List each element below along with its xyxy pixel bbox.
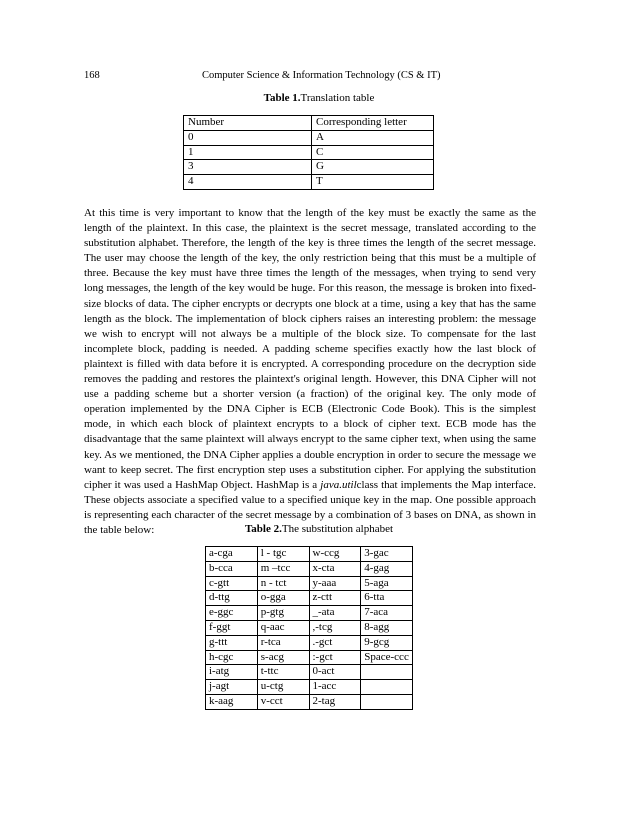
column-header: Number bbox=[184, 116, 312, 131]
table-cell: n - tct bbox=[257, 576, 309, 591]
table-cell: k-aag bbox=[206, 694, 258, 709]
table-cell: y-aaa bbox=[309, 576, 361, 591]
table-cell: 6-tta bbox=[361, 591, 413, 606]
table-row bbox=[206, 665, 413, 680]
table2-title: The substitution alphabet bbox=[281, 523, 394, 535]
table-row bbox=[184, 130, 434, 145]
table-row bbox=[206, 591, 413, 606]
table-cell: z-ctt bbox=[309, 591, 361, 606]
table-row bbox=[206, 680, 413, 695]
table2-label: Table 2. bbox=[244, 523, 282, 535]
table2-caption bbox=[0, 523, 638, 535]
table-cell: x-cta bbox=[309, 561, 361, 576]
table-cell: h-cgc bbox=[206, 650, 258, 665]
table-cell: T bbox=[312, 175, 434, 190]
table-cell: :-gct bbox=[309, 650, 361, 665]
table-cell: o-gga bbox=[257, 591, 309, 606]
table-cell: 4 bbox=[184, 175, 312, 190]
table-cell: 0 bbox=[184, 130, 312, 145]
table-cell: p-gtg bbox=[257, 606, 309, 621]
substitution-table bbox=[205, 546, 413, 710]
table-cell: i-atg bbox=[206, 665, 258, 680]
table-header-row bbox=[184, 116, 434, 131]
table-cell: q-aac bbox=[257, 620, 309, 635]
table-cell: .-gct bbox=[309, 635, 361, 650]
table-cell: l - tgc bbox=[257, 547, 309, 562]
table-cell: 1 bbox=[184, 145, 312, 160]
table-cell: e-ggc bbox=[206, 606, 258, 621]
table-cell: 5-aga bbox=[361, 576, 413, 591]
table-row bbox=[184, 175, 434, 190]
table-cell: c-gtt bbox=[206, 576, 258, 591]
table-row bbox=[206, 694, 413, 709]
paragraph-italic: java.util bbox=[320, 478, 357, 491]
table-cell: a-cga bbox=[206, 547, 258, 562]
page-number: 168 bbox=[84, 70, 100, 81]
table-cell: g-ttt bbox=[206, 635, 258, 650]
table-row bbox=[206, 635, 413, 650]
table-cell: 3 bbox=[184, 160, 312, 175]
table-cell: G bbox=[312, 160, 434, 175]
table-cell: 1-acc bbox=[309, 680, 361, 695]
table-cell: j-agt bbox=[206, 680, 258, 695]
table1-caption bbox=[0, 92, 638, 104]
table-cell: w-ccg bbox=[309, 547, 361, 562]
table-row bbox=[206, 606, 413, 621]
column-header: Corresponding letter bbox=[312, 116, 434, 131]
table-cell: t-ttc bbox=[257, 665, 309, 680]
table-cell: ,-tcg bbox=[309, 620, 361, 635]
table-cell: u-ctg bbox=[257, 680, 309, 695]
table-cell: C bbox=[312, 145, 434, 160]
table1-label: Table 1. bbox=[263, 92, 301, 104]
table-cell: f-ggt bbox=[206, 620, 258, 635]
table-row bbox=[206, 576, 413, 591]
table-cell: 0-act bbox=[309, 665, 361, 680]
table-cell bbox=[361, 680, 413, 695]
table-cell: A bbox=[312, 130, 434, 145]
table-row bbox=[184, 145, 434, 160]
paragraph-text-continued: class that implements the Map interface. These objects associate a specified value to a specified unique key in the map. One possible approach is representing each character of the secret message by a combination of 3 bases on DNA, as shown in the table below: bbox=[84, 478, 536, 536]
table-row bbox=[184, 160, 434, 175]
table-cell bbox=[361, 665, 413, 680]
table-row bbox=[206, 561, 413, 576]
paragraph-text: At this time is very important to know that the length of the key must be exactly the same as the length of the plaintext. In this case, the plaintext is the secret message, translated according to the substitution alphabet. Therefore, the length of the key is three times the length of the secret message. The user may choose the length of the key, the only restriction being that this must be a multiple of three. Because the key must have three times the length of the messages, when trying to send very long messages, the length of the key would be huge. For this reason, the message is broken into fixed-size blocks of data. The cipher encrypts or decrypts one block at a time, using a key that has the same length as the block. The implementation of block ciphers raises an interesting problem: the message we wish to encrypt will not always be a multiple of the block size. To compensate for the last incomplete block, padding is needed. A padding scheme specifies exactly how the last block of plaintext is filled with data before it is encrypted. A corresponding procedure on the decryption side removes the padding and restores the plaintext's original length. However, this DNA Cipher will not use a padding scheme but a shorter version (a fraction) of the original key. The only mode of operation implemented by the DNA Cipher is ECB (Electronic Code Book). This is the simplest mode, in which each block of plaintext encrypts to a block of cipher text. ECB mode has the disadvantage that the same plaintext will always encrypt to the same cipher text, when using the same key. As we mentioned, the DNA Cipher applies a double encryption in order to secure the message we want to keep secret. The first encryption step uses a substitution cipher. For applying the substitution cipher it was used a HashMap Object. HashMap is a bbox=[84, 207, 536, 491]
table-cell: v-cct bbox=[257, 694, 309, 709]
translation-table bbox=[183, 115, 434, 190]
table-cell: 7-aca bbox=[361, 606, 413, 621]
table-cell: 9-gcg bbox=[361, 635, 413, 650]
running-title: Computer Science & Information Technology (CS & IT) bbox=[202, 70, 441, 81]
table-row bbox=[206, 620, 413, 635]
table-cell: d-ttg bbox=[206, 591, 258, 606]
table-cell: r-tca bbox=[257, 635, 309, 650]
body-paragraph bbox=[84, 206, 536, 538]
table-row bbox=[206, 547, 413, 562]
table-cell: 2-tag bbox=[309, 694, 361, 709]
table-cell: _-ata bbox=[309, 606, 361, 621]
table-cell: b-cca bbox=[206, 561, 258, 576]
table-cell: s-acg bbox=[257, 650, 309, 665]
table-cell: m –tcc bbox=[257, 561, 309, 576]
table-cell: Space-ccc bbox=[361, 650, 413, 665]
table-cell: 8-agg bbox=[361, 620, 413, 635]
table-row bbox=[206, 650, 413, 665]
table-cell: 3-gac bbox=[361, 547, 413, 562]
table-cell: 4-gag bbox=[361, 561, 413, 576]
table-cell bbox=[361, 694, 413, 709]
table1-title: Translation table bbox=[300, 92, 375, 104]
